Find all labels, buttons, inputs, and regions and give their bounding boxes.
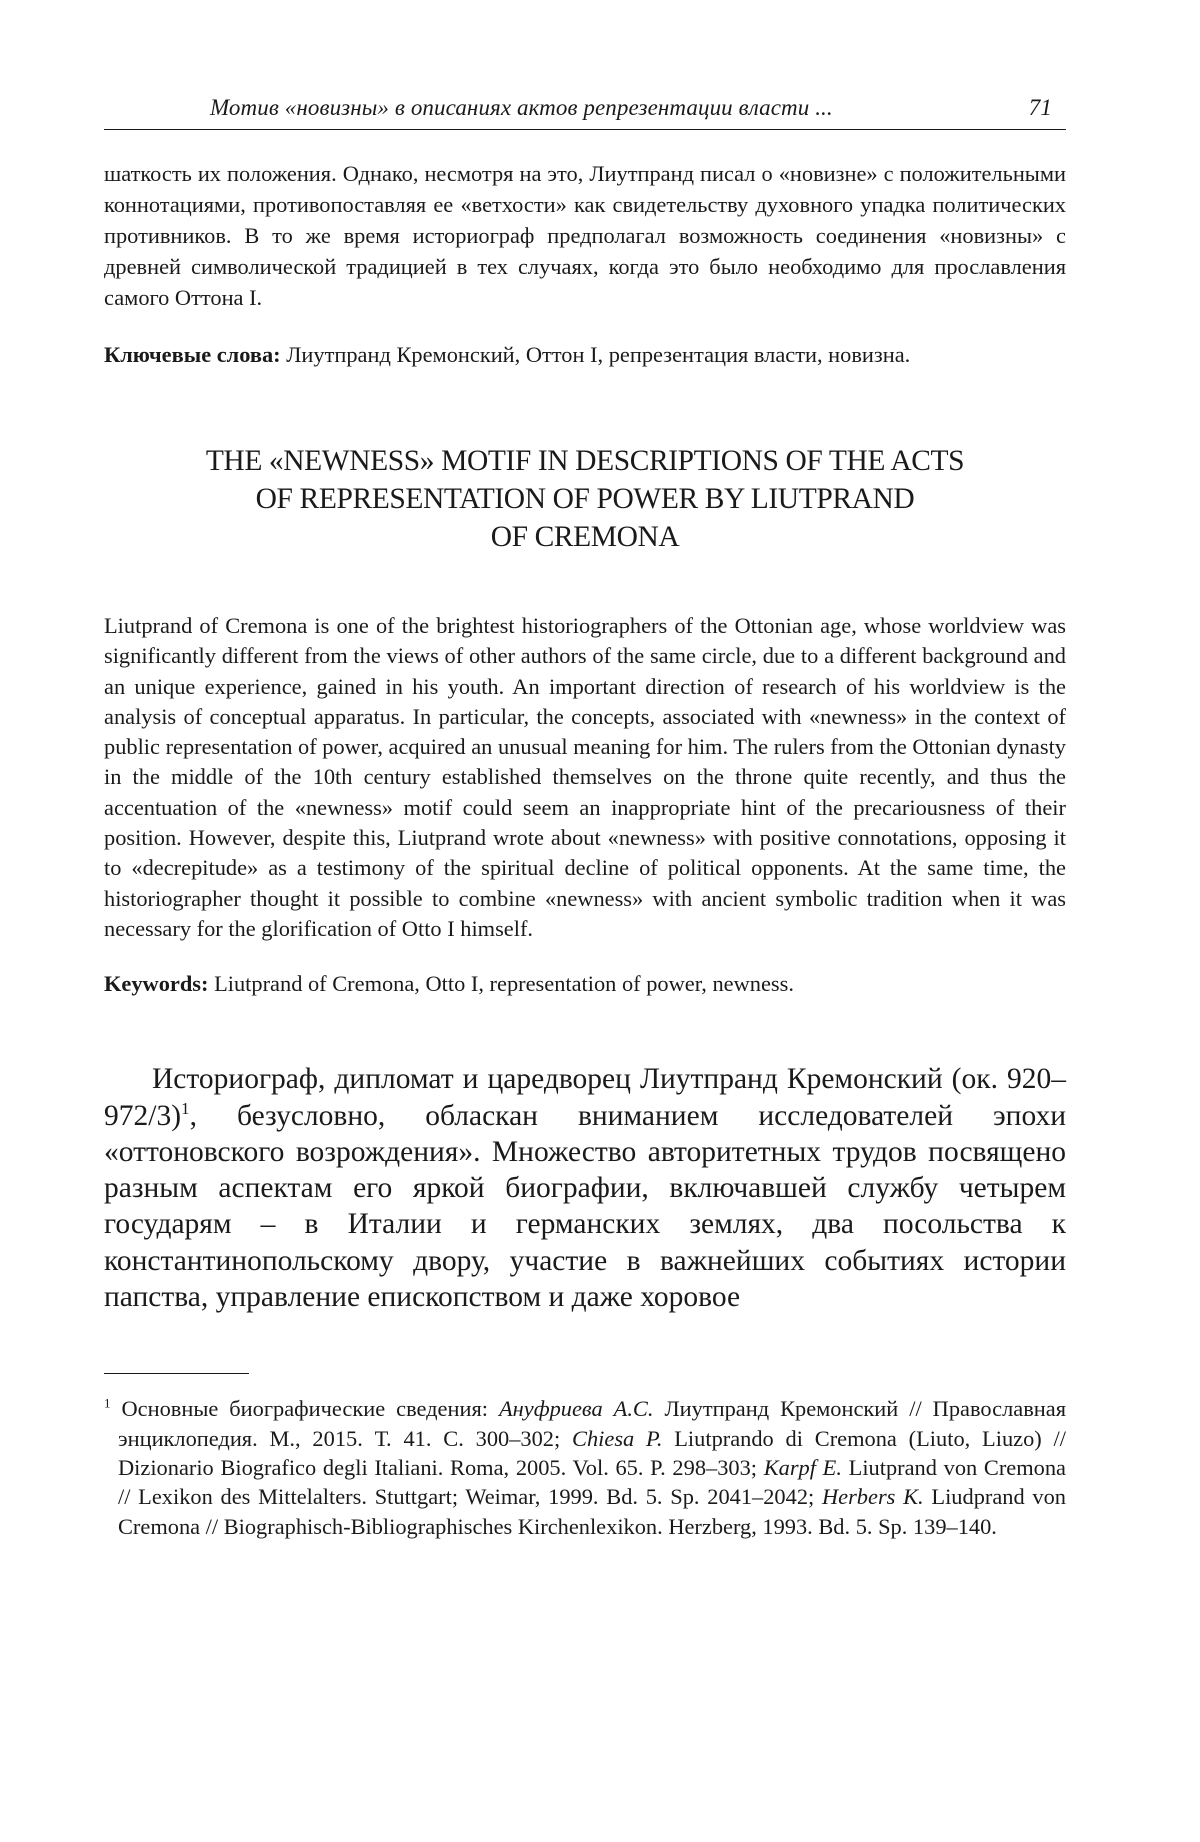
page [104,95,1066,1541]
abstract-ru-continuation: шаткость их положения. Однако, несмотря на это, Лиутпранд писал о «новизне» с положительными коннотациями, противопоставляя ее «ветхости» как свидетельству духовного упадка политических противников. В то же время историограф предполагал возможность соединения «новизны» с древней символической традицией в тех случаях, когда это было необходимо для прославления самого Оттона I. [104,158,1066,313]
footnote-text-3: Liutprando di Cremona (Liuto, Liuzo) // Dizionario Biografico degli Italiani. Roma, 2005. Vol. 65. P. 298–303; [118,1426,1066,1480]
footnote-number: 1 [104,1396,111,1411]
running-title: Мотив «новизны» в описаниях актов репрезентации власти ... [210,95,833,121]
english-title-line-1: THE «NEWNESS» MOTIF IN DESCRIPTIONS OF THE ACTS [104,442,1066,480]
footnote-reference[interactable]: 1 [181,1099,190,1118]
footnote-text-5: Liudprand von Cremona // Biographisch-Bibliographisches Kirchenlexikon. Herzberg, 1993. Bd. 5. Sp. 139–140. [118,1484,1066,1538]
keywords-en-text: Liutprand of Cremona, Otto I, representation of power, newness. [214,971,794,996]
running-head [104,95,1066,130]
english-title-line-3: OF CREMONA [104,518,1066,556]
footnote-text-1: Основные биографические сведения: [121,1396,498,1421]
english-title-line-2: OF REPRESENTATION OF POWER BY LIUTPRAND [104,480,1066,518]
keywords-ru [104,339,1066,370]
body-paragraph [104,1061,1066,1315]
keywords-en-label: Keywords: [104,971,208,996]
footnote-1 [104,1394,1066,1540]
footnote-author-4: Herbers K. [822,1484,924,1509]
english-title [104,442,1066,556]
body-text-continued: , безусловно, обласкан вниманием исследователей эпохи «оттоновского возрождения». Множество авторитетных трудов посвящено разным аспектам его яркой биографии, включавшей службу четырем государям – в Италии и германских землях, два посольства к константинопольскому двору, участие в важнейших событиях истории папства, управление епископством и даже хоровое [104,1100,1066,1313]
footnote-text-4: Liutprand von Cremona // Lexikon des Mittelalters. Stuttgart; Weimar, 1999. Bd. 5. Sp. 2041–2042; [118,1455,1066,1509]
page-number: 71 [1029,95,1052,121]
footnote-author-2: Chiesa P. [572,1426,662,1451]
keywords-ru-text: Лиутпранд Кремонский, Оттон I, репрезентация власти, новизна. [286,342,910,367]
keywords-en [104,968,1066,999]
abstract-en: Liutprand of Cremona is one of the brightest historiographers of the Ottonian age, whose worldview was significantly different from the views of other authors of the same circle, due to a different background and an unique experience, gained in his youth. An important direction of research of his worldview is the analysis of conceptual apparatus. In particular, the concepts, associated with «newness» in the context of public representation of power, acquired an unusual meaning for him. The rulers from the Ottonian dynasty in the middle of the 10th century established themselves on the throne quite recently, and thus the accentuation of the «newness» motif could seem an inappropriate hint of the precariousness of their position. However, despite this, Liutprand wrote about «newness» with positive connotations, opposing it to «decrepitude» as a testimony of the spiritual decline of political opponents. At the same time, the historiographer thought it possible to combine «newness» with ancient symbolic tradition when it was necessary for the glorification of Otto I himself. [104,611,1066,944]
keywords-ru-label: Ключевые слова: [104,342,281,367]
body-text-start: Историограф, дипломат и царедворец Лиутпранд Кремонский (ок. 920–972/3) [104,1063,1066,1131]
footnote-text-2: Лиутпранд Кремонский // Православная энциклопедия. М., 2015. Т. 41. С. 300–302; [118,1396,1066,1450]
footnote-rule [104,1373,249,1374]
footnote-author-3: Karpf E. [764,1455,842,1480]
footnote-author-1: Ануфриева А.С. [499,1396,654,1421]
